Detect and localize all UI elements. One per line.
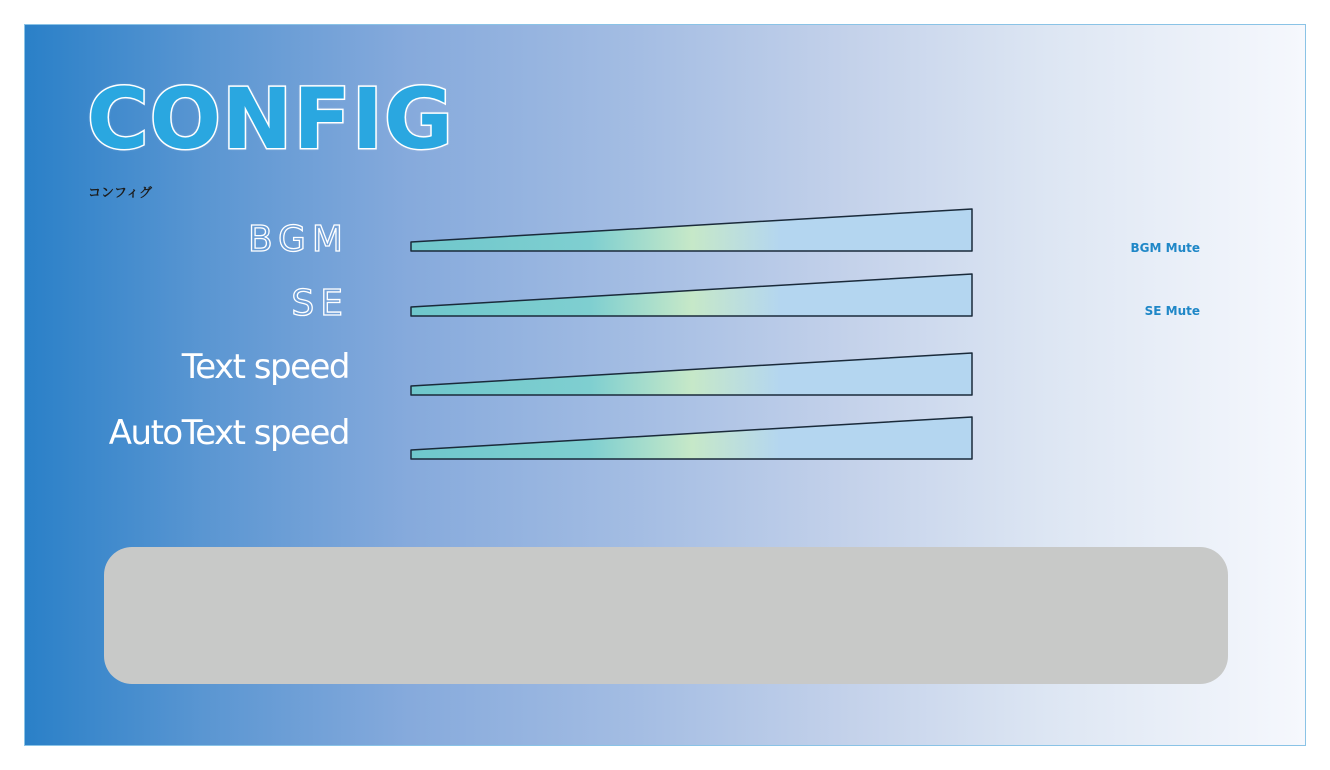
bgm-mute-button[interactable]: BGM Mute (1130, 241, 1200, 255)
bgm-volume-slider[interactable] (410, 207, 974, 252)
se-volume-slider[interactable] (410, 272, 974, 317)
config-panel (24, 24, 1306, 746)
text-speed-label: Text speed (181, 347, 349, 387)
se-mute-button[interactable]: SE Mute (1144, 304, 1200, 318)
auto-text-speed-label: AutoText speed (108, 413, 349, 453)
auto-text-speed-slider-track[interactable] (411, 417, 972, 459)
se-slider-track[interactable] (411, 274, 972, 316)
message-preview-box (104, 547, 1228, 684)
se-label: SE (291, 283, 349, 324)
auto-text-speed-slider[interactable] (410, 415, 974, 460)
text-speed-slider[interactable] (410, 351, 974, 396)
config-subtitle: コンフィグ (88, 186, 152, 201)
bgm-slider-track[interactable] (411, 209, 972, 251)
bgm-label: BGM (247, 219, 349, 260)
text-speed-slider-track[interactable] (411, 353, 972, 395)
config-title: CONFIG (87, 70, 454, 168)
